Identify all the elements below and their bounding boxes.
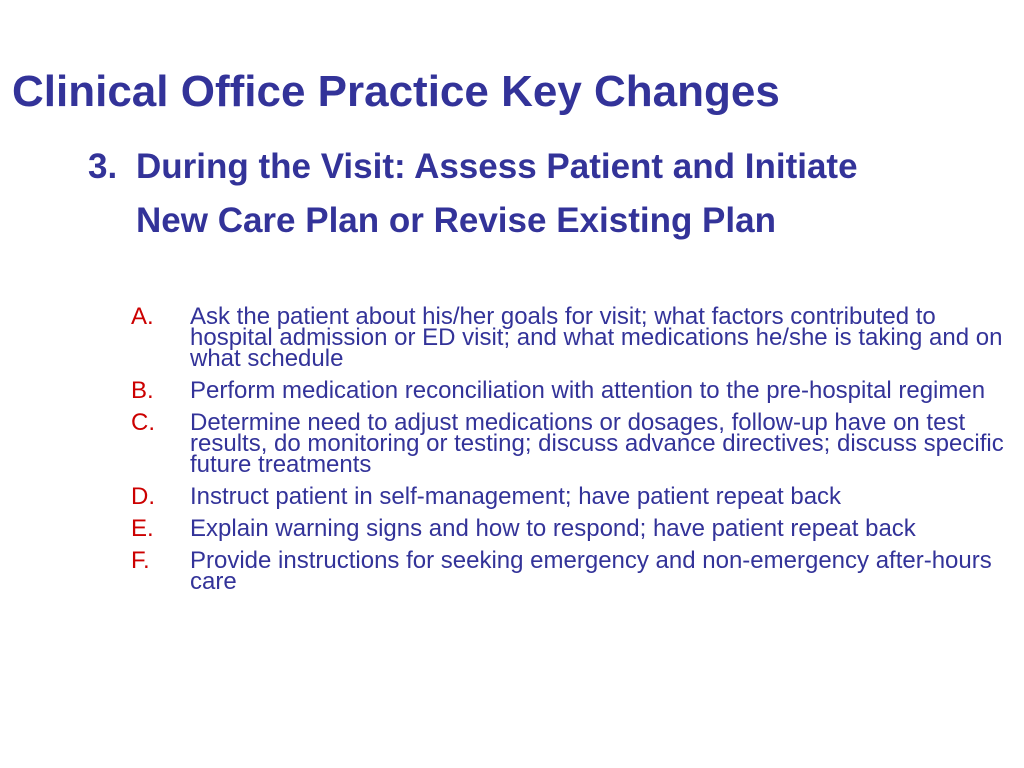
- list-item-text: Ask the patient about his/her goals for visit; what factors contributed to hospital admission or ED visit; and what medications he/she is taking and on what schedule: [190, 303, 1003, 372]
- section-heading-text: During the Visit: Assess Patient and Initiate New Care Plan or Revise Existing Plan: [136, 147, 858, 240]
- list-item-text: Determine need to adjust medications or dosages, follow-up have on test results, do monitoring or testing; discuss advance directives; discuss specific future treatments: [190, 409, 1004, 478]
- list-item-text: Instruct patient in self-management; have patient repeat back: [190, 483, 842, 510]
- list-item-text: Explain warning signs and how to respond; have patient repeat back: [190, 515, 916, 542]
- list-item-text: Provide instructions for seeking emergency and non-emergency after-hours care: [190, 547, 992, 595]
- list-item-letter: D.: [131, 483, 155, 510]
- list-item: [131, 546, 1011, 599]
- action-item-list: [131, 302, 1011, 599]
- list-item: [131, 302, 1011, 376]
- list-item: [131, 376, 1011, 408]
- list-item-text: Perform medication reconciliation with attention to the pre-hospital regimen: [190, 377, 986, 404]
- slide-title: Clinical Office Practice Key Changes: [12, 67, 780, 116]
- list-item: [131, 514, 1011, 546]
- list-item-letter: F.: [131, 547, 150, 574]
- list-item-letter: A.: [131, 303, 154, 330]
- list-item-letter: E.: [131, 515, 154, 542]
- section-number: 3.: [88, 147, 118, 186]
- list-item: [131, 482, 1011, 514]
- list-item-letter: C.: [131, 409, 155, 436]
- list-item-letter: B.: [131, 377, 154, 404]
- section-heading: [88, 140, 908, 248]
- list-item: [131, 408, 1011, 482]
